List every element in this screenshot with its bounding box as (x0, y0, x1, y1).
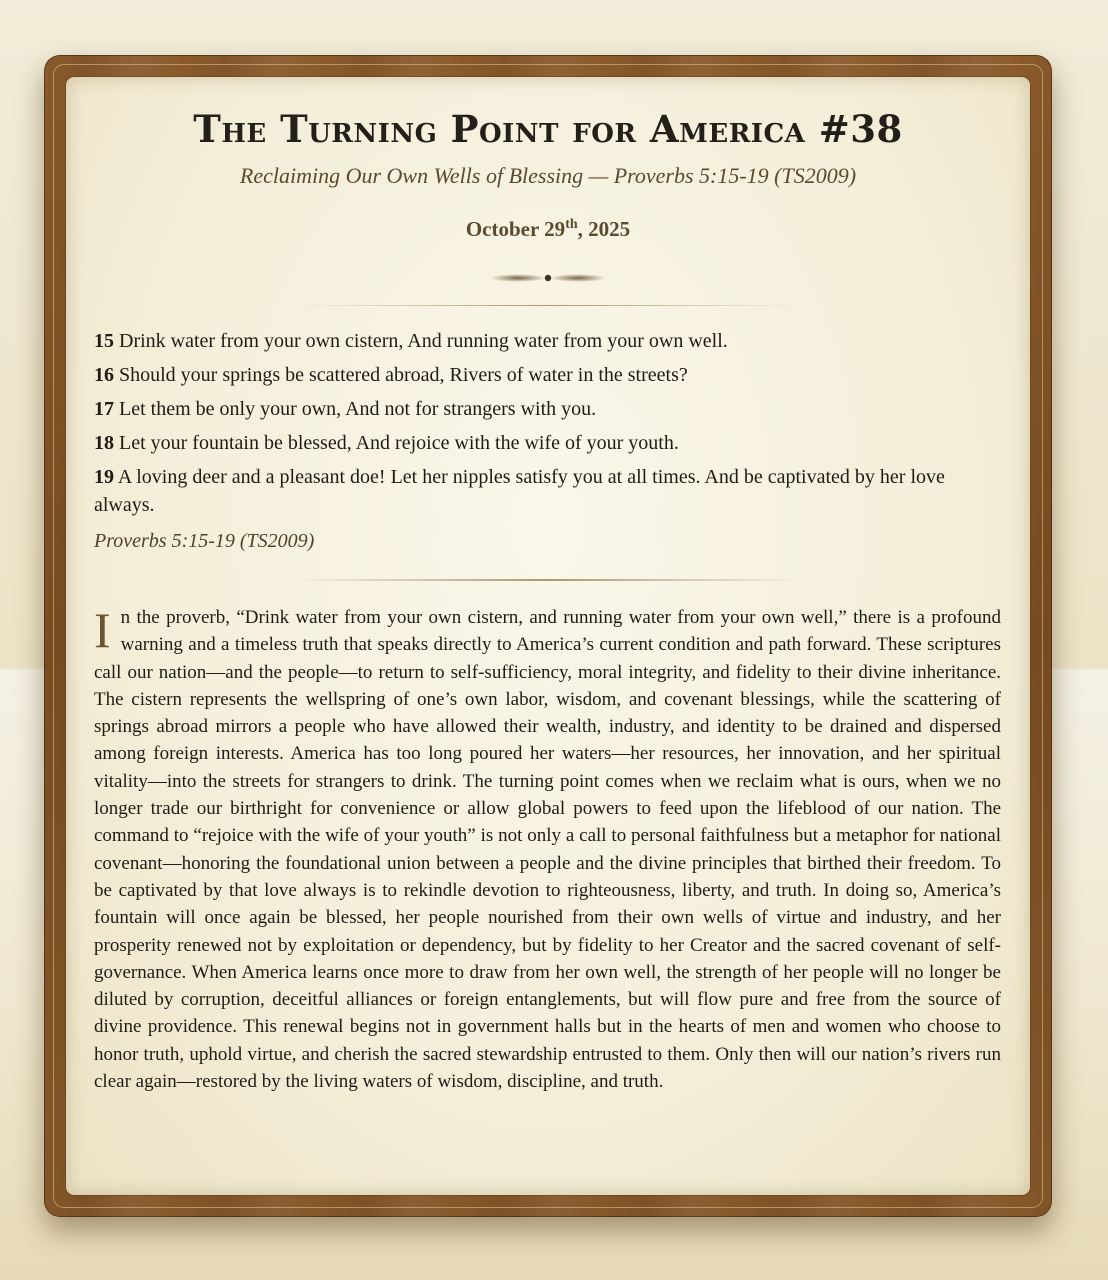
page-subtitle: Reclaiming Our Own Wells of Blessing — Proverbs 5:15-19 (TS2009) (239, 163, 857, 188)
verse-text: Should your springs be scattered abroad, Rivers of water in the streets? (114, 364, 688, 386)
commentary-text: n the proverb, “Drink water from your own cistern, and running water from your own well,” there is a profound warning and a timeless truth that speaks directly to America’s current condition and path forward. These scriptures call our nation—and the people—to return to self-sufficiency, moral integrity, and fidelity to their divine inheritance. The cistern represents the wellspring of one’s own labor, wisdom, and covenant blessings, while the scattering of springs abroad mirrors a people who have allowed their wealth, industry, and identity to be drained and dispersed among foreign interests. America has too long poured her waters—her resources, her innovation, and her spiritual vitality—into the streets for strangers to drink. The turning point comes when we reclaim what is ours, when we no longer trade our birthright for convenience or allow global powers to feed upon the lifeblood of our nation. The command to “rejoice with the wife of your youth” is not only a call to personal faithfulness but a metaphor for national covenant—honoring the foundational union between a people and the divine principles that birthed their freedom. To be captivated by that love always is to rekindle devotion to righteousness, liberty, and truth. In doing so, America’s fountain will once again be blessed, her people nourished from their own wells of virtue and industry, and her prosperity renewed not by exploitation or dependency, but by fidelity to her Creator and the sacred covenant of self-governance. When America learns once more to draw from her own well, the strength of her people will no longer be diluted by corruption, deceitful alliances or foreign entanglements, but will flow pure and free from the source of divine providence. This renewal begins not in government halls but in the hearts of men and women who choose to honor truth, uphold virtue, and cherish the sacred stewardship entrusted to them. Only then will our nation’s rivers run clear again—restored by the living waters of wisdom, discipline, and truth. (94, 607, 1001, 1093)
verse-text: Let your fountain be blessed, And rejoice with the wife of your youth. (114, 432, 679, 454)
parchment-page (66, 77, 1030, 1195)
publish-date (66, 217, 1030, 242)
date-suffix: th (565, 217, 578, 232)
commentary-paragraph (94, 604, 1001, 1095)
verse-number: 15 (94, 330, 114, 352)
verse-number: 18 (94, 432, 114, 454)
wooden-frame (44, 55, 1052, 1217)
verse-text: Drink water from your own cistern, And running water from your own well. (114, 330, 728, 352)
page-title: The Turning Point for America #38 (193, 107, 903, 151)
scripture-citation: Proverbs 5:15-19 (TS2009) (94, 530, 315, 552)
divider-line-top (296, 305, 800, 306)
verse-number: 19 (94, 466, 114, 488)
verse-item (94, 463, 994, 519)
verse-number: 16 (94, 364, 114, 386)
verse-item (94, 327, 994, 355)
verse-item (94, 429, 994, 457)
verse-item (94, 395, 994, 423)
divider-line-middle (296, 579, 800, 581)
verse-number: 17 (94, 398, 114, 420)
verse-list (94, 327, 994, 525)
verse-text: A loving deer and a pleasant doe! Let her nipples satisfy you at all times. And be captivated by her love always. (94, 466, 945, 516)
date-year: , 2025 (577, 217, 631, 241)
drop-cap: I (94, 602, 111, 658)
verse-text: Let them be only your own, And not for strangers with you. (114, 398, 597, 420)
ornament-divider-icon (488, 271, 608, 285)
date-main: October 29 (465, 217, 566, 241)
verse-item (94, 361, 994, 389)
